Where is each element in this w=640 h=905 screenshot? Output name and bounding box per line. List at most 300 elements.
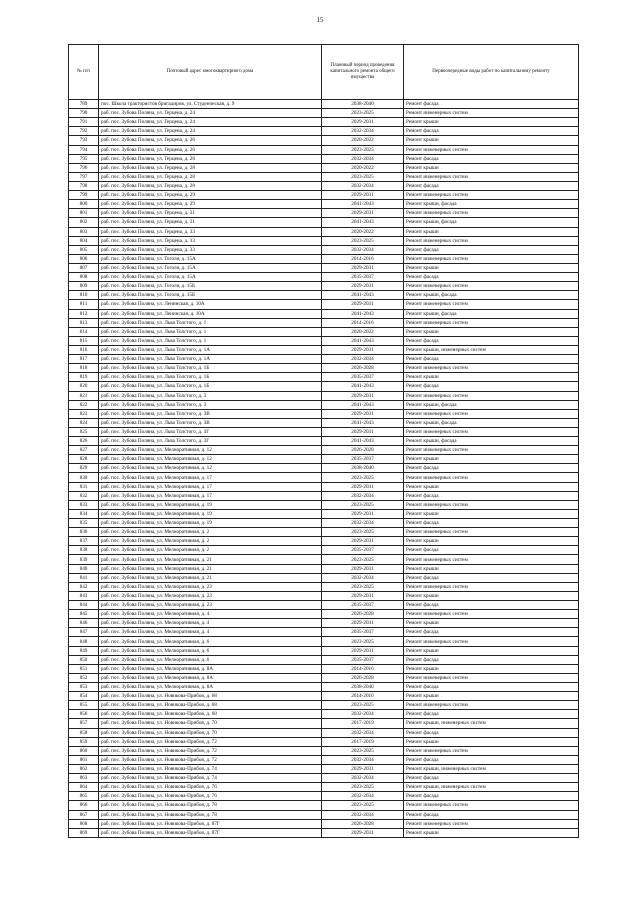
table-row (69, 373, 579, 382)
table-row (69, 291, 579, 300)
table-row (69, 127, 579, 136)
row-address: раб. пос. Зубова Поляна, ул. Мелиоративная, д. 21 (99, 573, 322, 582)
row-number: 836 (69, 528, 99, 537)
row-work: Ремонт фасада (404, 382, 579, 391)
row-work: Ремонт фасада (404, 100, 579, 109)
row-address: раб. пос. Зубова Поляна, ул. Герцена, д. 29 (99, 191, 322, 200)
row-period: 2035-2037 (322, 455, 404, 464)
row-number: 816 (69, 345, 99, 354)
row-work: Ремонт инженерных систем (404, 610, 579, 619)
table-row (69, 136, 579, 145)
row-work: Ремонт крыши (404, 619, 579, 628)
row-number: 794 (69, 145, 99, 154)
row-work: Ремонт крыши, инженерных систем (404, 719, 579, 728)
row-work: Ремонт фасада (404, 519, 579, 528)
row-period: 2038-2040 (322, 100, 404, 109)
row-number: 792 (69, 127, 99, 136)
row-work: Ремонт крыши, фасада (404, 309, 579, 318)
row-number: 845 (69, 610, 99, 619)
table-row (69, 327, 579, 336)
row-number: 835 (69, 519, 99, 528)
table-row (69, 100, 579, 109)
row-period: 2035-2037 (322, 628, 404, 637)
row-address: раб. пос. Зубова Поляна, ул. Мелиоративная, д. 21 (99, 555, 322, 564)
row-address: раб. пос. Зубова Поляна, ул. Ленинская, д. 10А (99, 300, 322, 309)
row-work: Ремонт инженерных систем (404, 300, 579, 309)
row-period: 2041-2043 (322, 291, 404, 300)
row-period: 2023-2025 (322, 801, 404, 810)
row-number: 807 (69, 263, 99, 272)
table-row (69, 181, 579, 190)
row-work: Ремонт фасада (404, 127, 579, 136)
row-work: Ремонт крыши (404, 227, 579, 236)
row-work: Ремонт фасада (404, 774, 579, 783)
row-period: 2038-2040 (322, 683, 404, 692)
row-address: раб. пос. Зубова Поляна, ул. Герцена, д. 33 (99, 236, 322, 245)
row-period: 2029-2031 (322, 345, 404, 354)
table-row (69, 409, 579, 418)
row-number: 801 (69, 209, 99, 218)
table-row (69, 509, 579, 518)
row-number: 827 (69, 446, 99, 455)
header-period: Плановый период проведения капитального ремонта общего имущества (322, 45, 404, 100)
table-row (69, 236, 579, 245)
row-period: 2032-2034 (322, 755, 404, 764)
table-row (69, 755, 579, 764)
table-row (69, 774, 579, 783)
row-period: 2023-2025 (322, 528, 404, 537)
row-period: 2032-2034 (322, 355, 404, 364)
row-address: раб. пос. Зубова Поляна, ул. Мелиоративная, д. 19 (99, 519, 322, 528)
row-address: раб. пос. Зубова Поляна, ул. Мелиоративная, д. 2 (99, 528, 322, 537)
row-number: 819 (69, 373, 99, 382)
table-row (69, 464, 579, 473)
table-row (69, 737, 579, 746)
row-period: 2020-2022 (322, 136, 404, 145)
row-address: раб. пос. Зубова Поляна, ул. Гоголя, д. 15А (99, 273, 322, 282)
row-work: Ремонт инженерных систем (404, 254, 579, 263)
table-row (69, 500, 579, 509)
table-row (69, 455, 579, 464)
page-number: 15 (316, 16, 324, 24)
row-period: 2041-2043 (322, 200, 404, 209)
row-work: Ремонт инженерных систем (404, 446, 579, 455)
row-work: Ремонт инженерных систем (404, 282, 579, 291)
row-period: 2029-2031 (322, 391, 404, 400)
row-work: Ремонт инженерных систем (404, 582, 579, 591)
row-number: 846 (69, 619, 99, 628)
row-address: раб. пос. Зубова Поляна, ул. Мелиоративная, д. 19 (99, 509, 322, 518)
row-address: раб. пос. Зубова Поляна, ул. Герцена, д. 29 (99, 200, 322, 209)
row-number: 800 (69, 200, 99, 209)
row-period: 2029-2031 (322, 300, 404, 309)
row-number: 818 (69, 364, 99, 373)
row-address: раб. пос. Зубова Поляна, ул. Льва Толстого, д. 3В (99, 409, 322, 418)
row-period: 2029-2031 (322, 263, 404, 272)
row-period: 2014-2016 (322, 318, 404, 327)
row-work: Ремонт фасада (404, 755, 579, 764)
row-period: 2026-2028 (322, 364, 404, 373)
row-number: 799 (69, 191, 99, 200)
row-address: раб. пос. Зубова Поляна, ул. Новикова-Прибоя, д. 70 (99, 719, 322, 728)
row-number: 820 (69, 382, 99, 391)
row-period: 2035-2037 (322, 655, 404, 664)
row-period: 2032-2034 (322, 728, 404, 737)
row-number: 842 (69, 582, 99, 591)
table-row (69, 719, 579, 728)
row-address: раб. пос. Зубова Поляна, ул. Новикова-Прибоя, д. 78 (99, 810, 322, 819)
row-address: раб. пос. Зубова Поляна, ул. Льва Толстого, д. 1 (99, 336, 322, 345)
row-work: Ремонт крыши (404, 591, 579, 600)
row-address: раб. пос. Зубова Поляна, ул. Герцена, д. 28 (99, 163, 322, 172)
row-address: раб. пос. Зубова Поляна, ул. Новикова-Прибоя, д. 74 (99, 774, 322, 783)
row-address: раб. пос. Зубова Поляна, ул. Новикова-Прибоя, д. 68 (99, 701, 322, 710)
table-row (69, 364, 579, 373)
row-work: Ремонт крыши, фасада (404, 291, 579, 300)
row-period: 2029-2031 (322, 118, 404, 127)
row-work: Ремонт фасада (404, 655, 579, 664)
table-row (69, 163, 579, 172)
row-address: раб. пос. Зубова Поляна, ул. Герцена, д. 33 (99, 227, 322, 236)
row-address: раб. пос. Зубова Поляна, ул. Новикова-Прибоя, д. 70 (99, 728, 322, 737)
row-number: 805 (69, 245, 99, 254)
row-period: 2014-2016 (322, 664, 404, 673)
row-number: 854 (69, 692, 99, 701)
row-period: 2032-2034 (322, 181, 404, 190)
table-row (69, 245, 579, 254)
table-row (69, 810, 579, 819)
row-address: раб. пос. Зубова Поляна, ул. Мелиоративная, д. 6 (99, 646, 322, 655)
row-work: Ремонт инженерных систем (404, 209, 579, 218)
row-work: Ремонт фасада (404, 601, 579, 610)
row-period: 2032-2034 (322, 491, 404, 500)
row-address: раб. пос. Зубова Поляна, ул. Гоголя, д. 15Б (99, 282, 322, 291)
table-row (69, 582, 579, 591)
row-period: 2026-2028 (322, 673, 404, 682)
row-number: 868 (69, 819, 99, 828)
row-period: 2020-2022 (322, 327, 404, 336)
row-work: Ремонт инженерных систем (404, 145, 579, 154)
row-address: раб. пос. Зубова Поляна, ул. Мелиоративная, д. 4 (99, 628, 322, 637)
row-address: раб. пос. Зубова Поляна, ул. Мелиоративная, д. 23 (99, 601, 322, 610)
row-address: раб. пос. Зубова Поляна, ул. Льва Толстого, д. 3 (99, 400, 322, 409)
row-address: раб. пос. Зубова Поляна, ул. Льва Толстого, д. 1Б (99, 364, 322, 373)
row-number: 844 (69, 601, 99, 610)
row-number: 817 (69, 355, 99, 364)
row-period: 2035-2037 (322, 601, 404, 610)
table-row (69, 154, 579, 163)
table-row (69, 728, 579, 737)
row-number: 815 (69, 336, 99, 345)
row-period: 2014-2016 (322, 254, 404, 263)
row-period: 2023-2025 (322, 637, 404, 646)
table-row (69, 273, 579, 282)
row-address: раб. пос. Зубова Поляна, ул. Новикова-Прибоя, д. 78 (99, 801, 322, 810)
row-work: Ремонт фасада (404, 792, 579, 801)
row-number: 825 (69, 427, 99, 436)
row-address: раб. пос. Зубова Поляна, ул. Герцена, д. 26 (99, 154, 322, 163)
row-number: 857 (69, 719, 99, 728)
row-address: раб. пос. Зубова Поляна, ул. Мелиоративная, д. 17 (99, 482, 322, 491)
row-number: 832 (69, 491, 99, 500)
row-period: 2020-2022 (322, 227, 404, 236)
row-address: раб. пос. Зубова Поляна, ул. Мелиоративная, д. 12 (99, 464, 322, 473)
row-work: Ремонт фасада (404, 245, 579, 254)
row-number: 869 (69, 828, 99, 837)
row-work: Ремонт крыши, фасада (404, 218, 579, 227)
table-row (69, 801, 579, 810)
row-work: Ремонт инженерных систем (404, 528, 579, 537)
row-work: Ремонт инженерных систем (404, 637, 579, 646)
row-work: Ремонт инженерных систем (404, 109, 579, 118)
table-row (69, 828, 579, 837)
table-row (69, 118, 579, 127)
table-row (69, 683, 579, 692)
row-address: раб. пос. Зубова Поляна, ул. Гоголя, д. 15Б (99, 291, 322, 300)
row-work: Ремонт фасада (404, 546, 579, 555)
table-header-row (69, 45, 579, 100)
row-work: Ремонт крыши (404, 136, 579, 145)
table-row (69, 191, 579, 200)
table-row (69, 601, 579, 610)
row-period: 2029-2031 (322, 427, 404, 436)
table-row (69, 345, 579, 354)
row-address: раб. пос. Зубова Поляна, ул. Новикова-Прибоя, д. 74 (99, 764, 322, 773)
row-work: Ремонт инженерных систем (404, 318, 579, 327)
row-address: раб. пос. Зубова Поляна, ул. Герцена, д. 28 (99, 181, 322, 190)
row-work: Ремонт крыши (404, 373, 579, 382)
row-address: раб. пос. Зубова Поляна, ул. Герцена, д. 26 (99, 145, 322, 154)
row-period: 2023-2025 (322, 473, 404, 482)
row-period: 2029-2031 (322, 482, 404, 491)
table-row (69, 218, 579, 227)
row-work: Ремонт крыши (404, 509, 579, 518)
row-period: 2041-2043 (322, 218, 404, 227)
row-address: раб. пос. Зубова Поляна, ул. Льва Толстого, д. 1 (99, 327, 322, 336)
row-period: 2041-2043 (322, 382, 404, 391)
row-period: 2041-2043 (322, 418, 404, 427)
row-period: 2041-2043 (322, 309, 404, 318)
row-period: 2023-2025 (322, 500, 404, 509)
row-address: раб. пос. Зубова Поляна, ул. Льва Толстого, д. 3В (99, 418, 322, 427)
table-row (69, 673, 579, 682)
row-number: 847 (69, 628, 99, 637)
row-number: 849 (69, 646, 99, 655)
row-work: Ремонт инженерных систем (404, 191, 579, 200)
repair-schedule-table (68, 44, 579, 838)
row-work: Ремонт инженерных систем (404, 555, 579, 564)
table-row (69, 537, 579, 546)
row-number: 790 (69, 109, 99, 118)
table-row (69, 145, 579, 154)
row-period: 2029-2031 (322, 828, 404, 837)
row-work: Ремонт крыши (404, 482, 579, 491)
row-number: 804 (69, 236, 99, 245)
row-work: Ремонт инженерных систем (404, 364, 579, 373)
table-row (69, 546, 579, 555)
row-number: 803 (69, 227, 99, 236)
table-row (69, 427, 579, 436)
table-row (69, 355, 579, 364)
row-number: 793 (69, 136, 99, 145)
row-work: Ремонт фасада (404, 683, 579, 692)
row-number: 797 (69, 172, 99, 181)
table-row (69, 692, 579, 701)
row-address: раб. пос. Зубова Поляна, ул. Мелиоративная, д. 4 (99, 619, 322, 628)
row-number: 813 (69, 318, 99, 327)
row-period: 2032-2034 (322, 573, 404, 582)
row-number: 850 (69, 655, 99, 664)
row-work: Ремонт фасада (404, 810, 579, 819)
row-address: раб. пос. Зубова Поляна, ул. Мелиоративная, д. 4 (99, 610, 322, 619)
table-row (69, 318, 579, 327)
row-address: раб. пос. Зубова Поляна, ул. Мелиоративная, д. 23 (99, 591, 322, 600)
row-address: раб. пос. Зубова Поляна, ул. Мелиоративная, д. 6 (99, 655, 322, 664)
row-number: 821 (69, 391, 99, 400)
row-number: 855 (69, 701, 99, 710)
row-work: Ремонт фасада (404, 355, 579, 364)
row-work: Ремонт инженерных систем (404, 172, 579, 181)
table-row (69, 792, 579, 801)
row-number: 864 (69, 783, 99, 792)
row-period: 2029-2031 (322, 509, 404, 518)
row-number: 824 (69, 418, 99, 427)
row-address: пос. Школа трактористов бригадиров, ул. Студенческая, д. 9 (99, 100, 322, 109)
table-row (69, 336, 579, 345)
table-row (69, 391, 579, 400)
table-row (69, 263, 579, 272)
row-address: раб. пос. Зубова Поляна, ул. Новикова-Прибоя, д. 68 (99, 692, 322, 701)
row-number: 838 (69, 546, 99, 555)
row-work: Ремонт крыши (404, 737, 579, 746)
row-work: Ремонт крыши (404, 327, 579, 336)
row-work: Ремонт крыши, фасада (404, 400, 579, 409)
row-address: раб. пос. Зубова Поляна, ул. Новикова-Прибоя, д. 68 (99, 710, 322, 719)
row-period: 2017-2019 (322, 719, 404, 728)
row-number: 796 (69, 163, 99, 172)
table-row (69, 519, 579, 528)
row-number: 856 (69, 710, 99, 719)
row-address: раб. пос. Зубова Поляна, ул. Льва Толстого, д. 1Б (99, 382, 322, 391)
row-work: Ремонт инженерных систем (404, 391, 579, 400)
row-number: 809 (69, 282, 99, 291)
row-number: 853 (69, 683, 99, 692)
row-period: 2035-2037 (322, 546, 404, 555)
row-period: 2017-2019 (322, 737, 404, 746)
table-row (69, 309, 579, 318)
row-address: раб. пос. Зубова Поляна, ул. Льва Толстого, д. 1А (99, 345, 322, 354)
row-number: 798 (69, 181, 99, 190)
row-number: 826 (69, 437, 99, 446)
row-address: раб. пос. Зубова Поляна, ул. Новикова-Прибоя, д. 76 (99, 792, 322, 801)
row-number: 863 (69, 774, 99, 783)
row-work: Ремонт фасада (404, 710, 579, 719)
row-period: 2026-2028 (322, 819, 404, 828)
row-period: 2029-2031 (322, 764, 404, 773)
table-row (69, 564, 579, 573)
row-number: 823 (69, 409, 99, 418)
table-row (69, 300, 579, 309)
row-address: раб. пос. Зубова Поляна, ул. Мелиоративная, д. 2 (99, 546, 322, 555)
row-period: 2023-2025 (322, 746, 404, 755)
table-row (69, 400, 579, 409)
row-number: 828 (69, 455, 99, 464)
row-period: 2035-2037 (322, 273, 404, 282)
row-work: Ремонт крыши (404, 828, 579, 837)
row-period: 2020-2022 (322, 163, 404, 172)
row-work: Ремонт инженерных систем (404, 801, 579, 810)
row-period: 2032-2034 (322, 245, 404, 254)
row-work: Ремонт фасада (404, 464, 579, 473)
row-work: Ремонт крыши, инженерных систем (404, 345, 579, 354)
row-address: раб. пос. Зубова Поляна, ул. Герцена, д. 24 (99, 127, 322, 136)
header-address: Почтовый адрес многоквартирного дома (99, 45, 322, 100)
row-address: раб. пос. Зубова Поляна, ул. Мелиоративная, д. 8А (99, 683, 322, 692)
row-work: Ремонт инженерных систем (404, 673, 579, 682)
table-row (69, 473, 579, 482)
row-number: 852 (69, 673, 99, 682)
row-work: Ремонт фасада (404, 628, 579, 637)
row-address: раб. пос. Зубова Поляна, ул. Мелиоративная, д. 23 (99, 582, 322, 591)
row-period: 2029-2031 (322, 591, 404, 600)
row-period: 2041-2043 (322, 400, 404, 409)
row-number: 839 (69, 555, 99, 564)
row-address: раб. пос. Зубова Поляна, ул. Гоголя, д. 15А (99, 263, 322, 272)
row-number: 862 (69, 764, 99, 773)
row-work: Ремонт инженерных систем (404, 500, 579, 509)
row-address: раб. пос. Зубова Поляна, ул. Гоголя, д. 15А (99, 254, 322, 263)
row-address: раб. пос. Зубова Поляна, ул. Герцена, д. 31 (99, 209, 322, 218)
table-row (69, 764, 579, 773)
row-period: 2023-2025 (322, 236, 404, 245)
row-period: 2023-2025 (322, 555, 404, 564)
row-period: 2032-2034 (322, 710, 404, 719)
row-address: раб. пос. Зубова Поляна, ул. Льва Толстого, д. 1А (99, 355, 322, 364)
row-address: раб. пос. Зубова Поляна, ул. Мелиоративная, д. 17 (99, 473, 322, 482)
row-number: 865 (69, 792, 99, 801)
table-row (69, 610, 579, 619)
row-work: Ремонт фасада (404, 273, 579, 282)
row-work: Ремонт крыши, фасада (404, 200, 579, 209)
row-period: 2032-2034 (322, 127, 404, 136)
row-work: Ремонт крыши, инженерных систем (404, 783, 579, 792)
row-period: 2038-2040 (322, 464, 404, 473)
row-work: Ремонт фасада (404, 336, 579, 345)
table-body (69, 100, 579, 838)
row-number: 831 (69, 482, 99, 491)
row-work: Ремонт инженерных систем (404, 473, 579, 482)
row-work: Ремонт крыши (404, 692, 579, 701)
row-number: 814 (69, 327, 99, 336)
table-row (69, 491, 579, 500)
row-number: 810 (69, 291, 99, 300)
table-row (69, 664, 579, 673)
table-row (69, 746, 579, 755)
table-row (69, 418, 579, 427)
row-work: Ремонт крыши (404, 537, 579, 546)
row-address: раб. пос. Зубова Поляна, ул. Мелиоративная, д. 12 (99, 446, 322, 455)
row-address: раб. пос. Зубова Поляна, ул. Герцена, д. 31 (99, 218, 322, 227)
row-work: Ремонт крыши, фасада (404, 418, 579, 427)
row-number: 834 (69, 509, 99, 518)
row-number: 848 (69, 637, 99, 646)
row-work: Ремонт фасада (404, 491, 579, 500)
row-number: 858 (69, 728, 99, 737)
row-number: 861 (69, 755, 99, 764)
table-row (69, 646, 579, 655)
row-work: Ремонт крыши, фасада (404, 437, 579, 446)
row-address: раб. пос. Зубова Поляна, ул. Новикова-Прибоя, д. 87Г (99, 828, 322, 837)
